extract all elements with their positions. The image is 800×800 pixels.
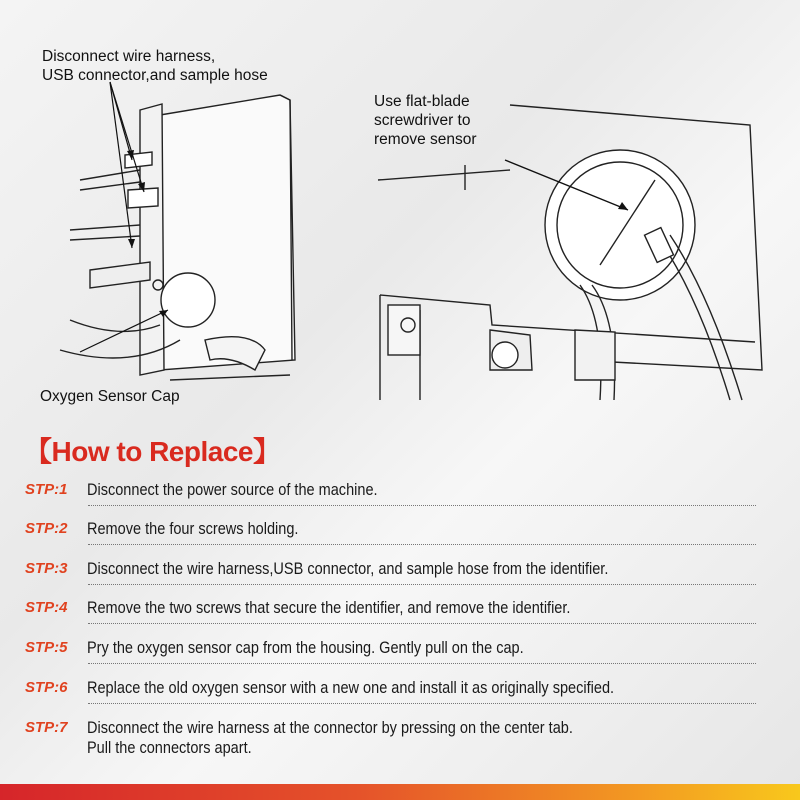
step-7 (25, 719, 785, 763)
identifier-diagram (40, 40, 340, 410)
step-4 (25, 599, 785, 623)
callout-line: Disconnect wire harness, (42, 48, 216, 65)
step-label: STP:6 (25, 679, 68, 696)
step-3 (25, 560, 785, 584)
step-text: Remove the two screws that secure the identifier, and remove the identifier. (87, 599, 571, 617)
step-text: Disconnect the power source of the machine. (87, 481, 378, 499)
dotted-divider (88, 703, 756, 704)
dotted-divider (88, 584, 756, 585)
step-text: Pry the oxygen sensor cap from the housing. Gently pull on the cap. (87, 639, 524, 657)
step-text: Disconnect the wire harness,USB connector, and sample hose from the identifier. (87, 560, 609, 578)
step-2 (25, 520, 785, 544)
step-6 (25, 679, 785, 703)
step-1 (25, 481, 785, 505)
step-text-continued: Pull the connectors apart. (87, 739, 252, 757)
step-text: Disconnect the wire harness at the connector by pressing on the center tab. (87, 719, 573, 737)
step-text: Replace the old oxygen sensor with a new one and install it as originally specified. (87, 679, 615, 697)
callout-disconnect (42, 47, 268, 85)
bottom-accent-bar (0, 784, 800, 800)
dotted-divider (88, 544, 756, 545)
callout-line: USB connector,and sample hose (42, 67, 268, 84)
step-label: STP:5 (25, 639, 68, 656)
step-label: STP:2 (25, 520, 68, 537)
step-label: STP:1 (25, 481, 68, 498)
identifier-illustration (40, 40, 340, 410)
step-5 (25, 639, 785, 663)
step-label: STP:3 (25, 560, 68, 577)
dotted-divider (88, 505, 756, 506)
step-label: STP:7 (25, 719, 68, 736)
callout-flat-blade (374, 92, 477, 149)
dotted-divider (88, 623, 756, 624)
callout-oxygen-sensor-cap: Oxygen Sensor Cap (40, 388, 180, 405)
callout-line: Use flat-blade (374, 93, 470, 110)
step-text: Remove the four screws holding. (87, 520, 299, 538)
dotted-divider (88, 663, 756, 664)
step-label: STP:4 (25, 599, 68, 616)
section-title: 【How to Replace】 (24, 436, 281, 467)
callout-line: screwdriver to (374, 112, 471, 129)
callout-line: remove sensor (374, 131, 477, 148)
